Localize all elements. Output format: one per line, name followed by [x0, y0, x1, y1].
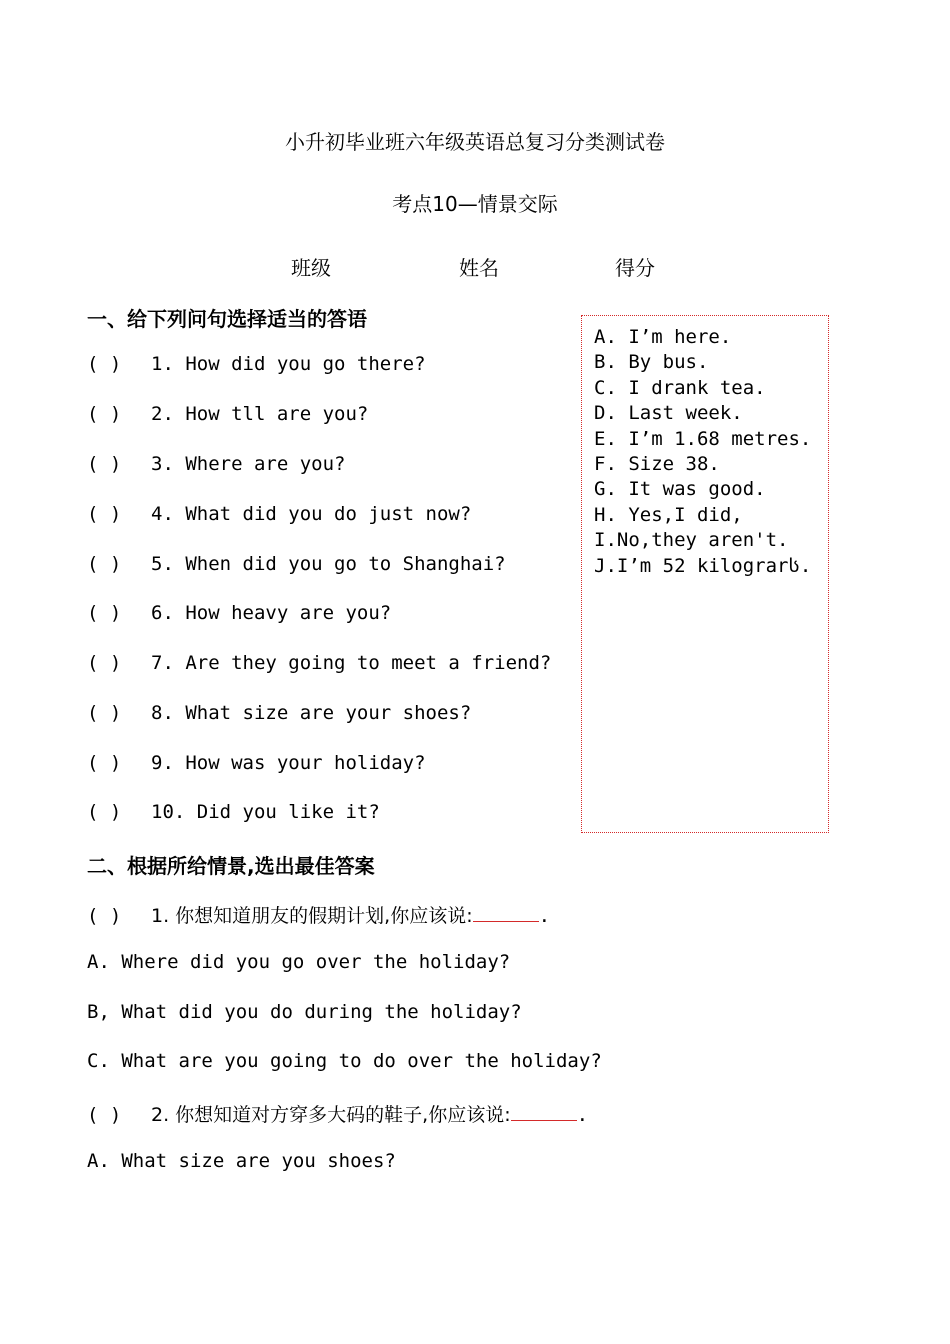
question-row	[87, 453, 345, 475]
question-text: 2. 你想知道对方穿多大码的鞋子,你应该说:	[151, 1104, 511, 1126]
question-text: 8. What size are your shoes?	[151, 702, 472, 724]
score-label: 得分	[615, 256, 655, 280]
answer-paren: ( )	[87, 1104, 122, 1126]
choice-option: B, What did you do during the holiday?	[87, 1001, 522, 1023]
answer-paren: ( )	[87, 403, 122, 425]
question-row	[87, 801, 380, 823]
answer-paren: ( )	[87, 652, 122, 674]
answer-paren: ( )	[87, 453, 122, 475]
answer-option: C. I drank tea.	[594, 376, 766, 399]
section-1-heading: 一、给下列问句选择适当的答语	[87, 307, 367, 331]
question-row	[87, 503, 471, 525]
question-text: 2. How tll are you?	[151, 403, 369, 425]
question-text: 9. How was your holiday?	[151, 752, 426, 774]
answer-option: A. I’m here.	[594, 326, 732, 348]
answer-option: H. Yes,I did,	[594, 503, 743, 526]
sentence-end: .	[576, 1104, 589, 1126]
question-text: 5. When did you go to Shanghai?	[151, 553, 506, 575]
choice-option: A. What size are you shoes?	[87, 1150, 396, 1172]
question-row	[87, 752, 426, 774]
answer-paren: ( )	[87, 905, 122, 927]
answer-option: D. Last week.	[594, 402, 743, 425]
answer-option: E. I’m 1.68 metres.	[594, 427, 812, 450]
question-row	[87, 602, 391, 624]
answer-paren: ( )	[87, 353, 122, 375]
situation-question-2	[87, 1100, 588, 1127]
question-text: 7. Are they going to meet a friend?	[151, 652, 552, 674]
situation-question-1	[87, 901, 550, 928]
answer-option: J.I’m 52 kilograrს.	[594, 554, 812, 577]
name-label: 姓名	[459, 256, 499, 280]
choice-option: A. Where did you go over the holiday?	[87, 951, 511, 973]
class-label: 班级	[291, 256, 331, 280]
question-row	[87, 353, 426, 375]
question-row	[87, 702, 471, 724]
answer-blank[interactable]	[473, 903, 539, 922]
answer-paren: ( )	[87, 553, 122, 575]
question-text: 4. What did you do just now?	[151, 503, 472, 525]
answer-paren: ( )	[87, 801, 122, 823]
answer-paren: ( )	[87, 752, 122, 774]
choice-option: C. What are you going to do over the holiday?	[87, 1050, 602, 1072]
question-text: 10. Did you like it?	[151, 801, 380, 823]
question-text: 1. 你想知道朋友的假期计划,你应该说:	[151, 905, 473, 927]
answer-option: B. By bus.	[594, 351, 709, 374]
question-text: 1. How did you go there?	[151, 353, 426, 375]
question-text: 3. Where are you?	[151, 453, 346, 475]
question-row	[87, 403, 368, 425]
answer-options-box	[581, 315, 829, 833]
answer-paren: ( )	[87, 503, 122, 525]
question-text: 6. How heavy are you?	[151, 602, 392, 624]
answer-blank[interactable]	[511, 1102, 577, 1121]
answer-option: F. Size 38.	[594, 453, 720, 476]
question-row	[87, 652, 551, 674]
sentence-end: .	[538, 905, 551, 927]
answer-paren: ( )	[87, 702, 122, 724]
answer-paren: ( )	[87, 602, 122, 624]
answer-option: G. It was good.	[594, 478, 766, 501]
page-title: 小升初毕业班六年级英语总复习分类测试卷	[285, 130, 665, 154]
answer-option: I.No,they aren't.	[594, 529, 789, 552]
page-subtitle: 考点10—情景交际	[392, 192, 558, 216]
section-2-heading: 二、根据所给情景,选出最佳答案	[87, 854, 375, 878]
question-row	[87, 553, 506, 575]
